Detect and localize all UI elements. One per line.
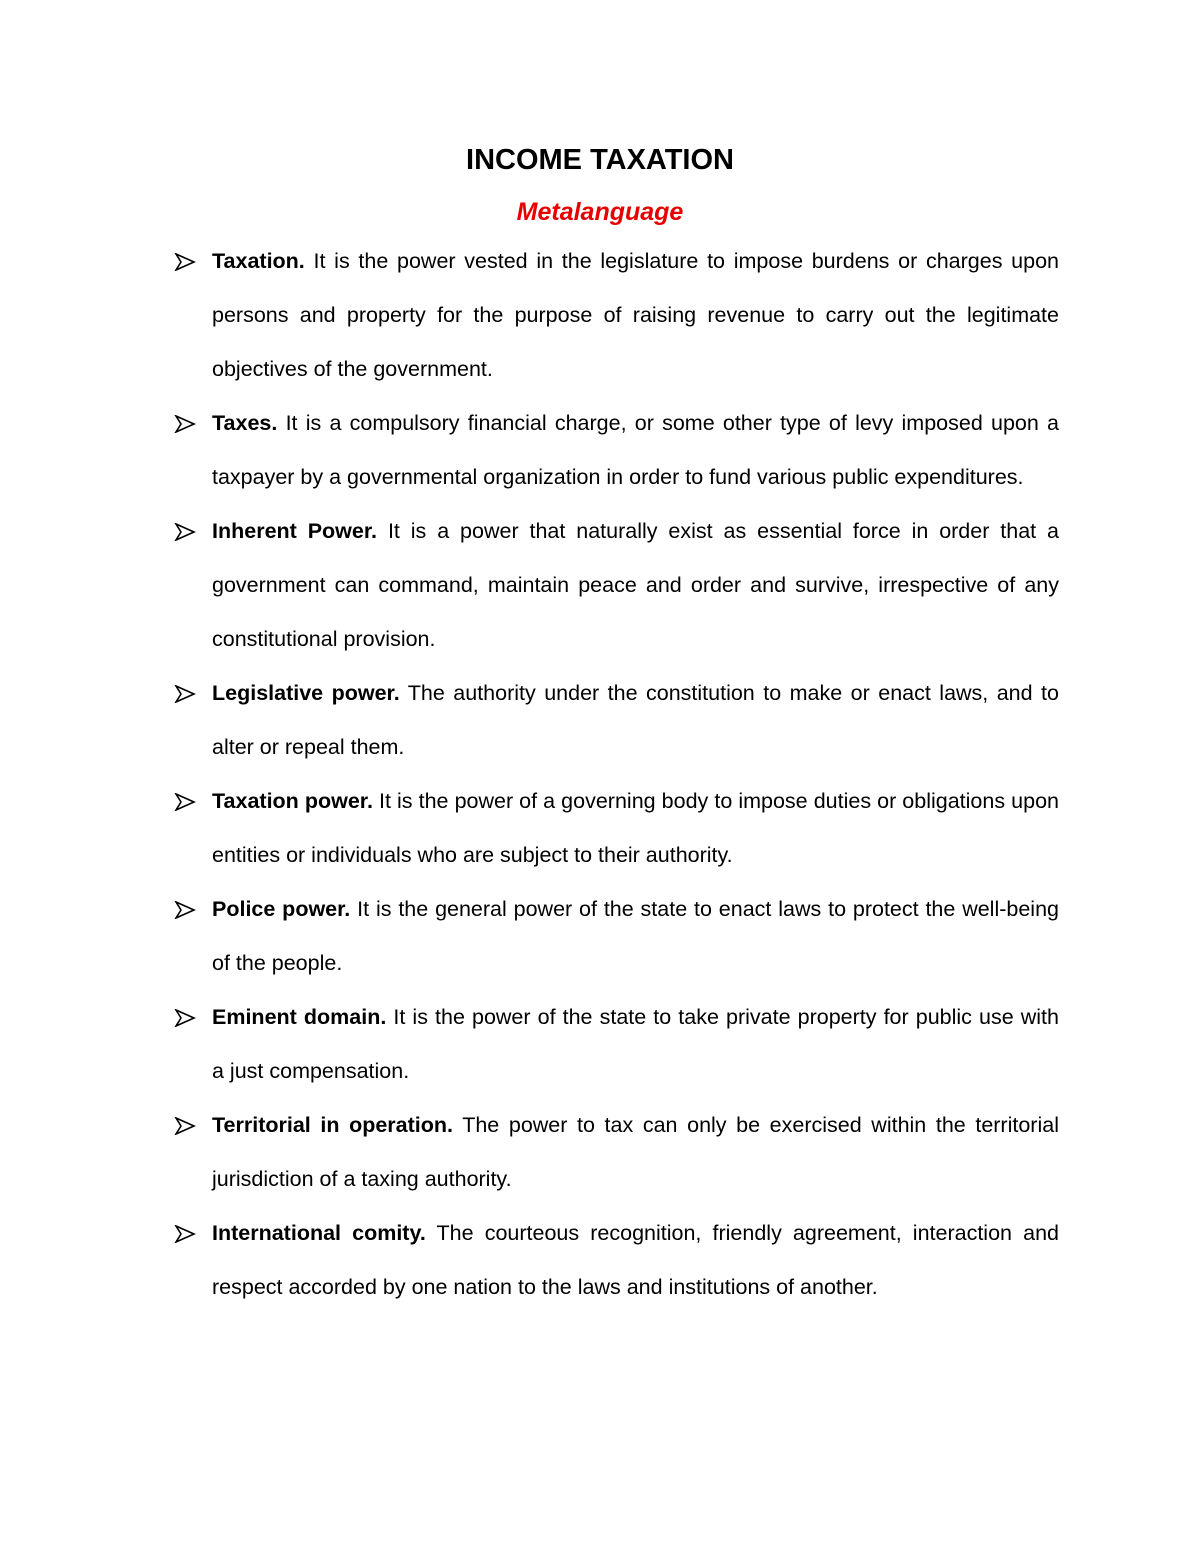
term-definition: The power to tax can only be exercised within the territorial jurisdiction of a taxing authority. [212, 1113, 1059, 1191]
page-subtitle: Metalanguage [516, 198, 684, 226]
term-definition: It is the general power of the state to enact laws to protect the well-being of the people. [212, 897, 1059, 975]
list-item-text [212, 504, 1059, 666]
arrowhead-bullet-icon [174, 1117, 196, 1135]
list-item [0, 234, 1200, 396]
term-definition: It is the power of a governing body to impose duties or obligations upon entities or individuals who are subject to their authority. [212, 789, 1059, 867]
list-item [0, 882, 1200, 990]
arrowhead-bullet-icon [174, 415, 196, 433]
term-label: Taxes. [212, 411, 278, 435]
list-item [0, 1206, 1200, 1314]
term-label: Taxation power. [212, 789, 373, 813]
term-label: Territorial in operation. [212, 1113, 453, 1137]
list-item-text [212, 882, 1059, 990]
arrowhead-bullet-icon [174, 523, 196, 541]
list-item-text [212, 990, 1059, 1098]
list-item [0, 990, 1200, 1098]
arrowhead-bullet-icon [174, 1009, 196, 1027]
term-label: Eminent domain. [212, 1005, 387, 1029]
list-item [0, 1098, 1200, 1206]
list-item-text [212, 1206, 1059, 1314]
term-definition: The courteous recognition, friendly agreement, interaction and respect accorded by one nation to the laws and institutions of another. [212, 1221, 1059, 1299]
term-label: Taxation. [212, 249, 305, 273]
term-label: International comity. [212, 1221, 426, 1245]
term-label: Legislative power. [212, 681, 400, 705]
list-item [0, 774, 1200, 882]
list-item [0, 666, 1200, 774]
list-item [0, 396, 1200, 504]
term-definition: It is the power of the state to take private property for public use with a just compensation. [212, 1005, 1059, 1083]
term-definition: It is a compulsory financial charge, or some other type of levy imposed upon a taxpayer by a governmental organization in order to fund various public expenditures. [212, 411, 1059, 489]
term-definition: It is the power vested in the legislature to impose burdens or charges upon persons and property for the purpose of raising revenue to carry out the legitimate objectives of the government. [212, 249, 1059, 381]
arrowhead-bullet-icon [174, 901, 196, 919]
arrowhead-bullet-icon [174, 253, 196, 271]
list-item [0, 504, 1200, 666]
list-item-text [212, 396, 1059, 504]
page-title: INCOME TAXATION [466, 144, 734, 176]
list-item-text [212, 666, 1059, 774]
list-item-text [212, 234, 1059, 396]
term-definition: It is a power that naturally exist as essential force in order that a government can command, maintain peace and order and survive, irrespective of any constitutional provision. [212, 519, 1059, 651]
arrowhead-bullet-icon [174, 793, 196, 811]
list-item-text [212, 1098, 1059, 1206]
list-item-text [212, 774, 1059, 882]
term-label: Police power. [212, 897, 351, 921]
arrowhead-bullet-icon [174, 685, 196, 703]
arrowhead-bullet-icon [174, 1225, 196, 1243]
term-label: Inherent Power. [212, 519, 378, 543]
term-definition: The authority under the constitution to make or enact laws, and to alter or repeal them. [212, 681, 1059, 759]
definition-list [0, 234, 1200, 1314]
